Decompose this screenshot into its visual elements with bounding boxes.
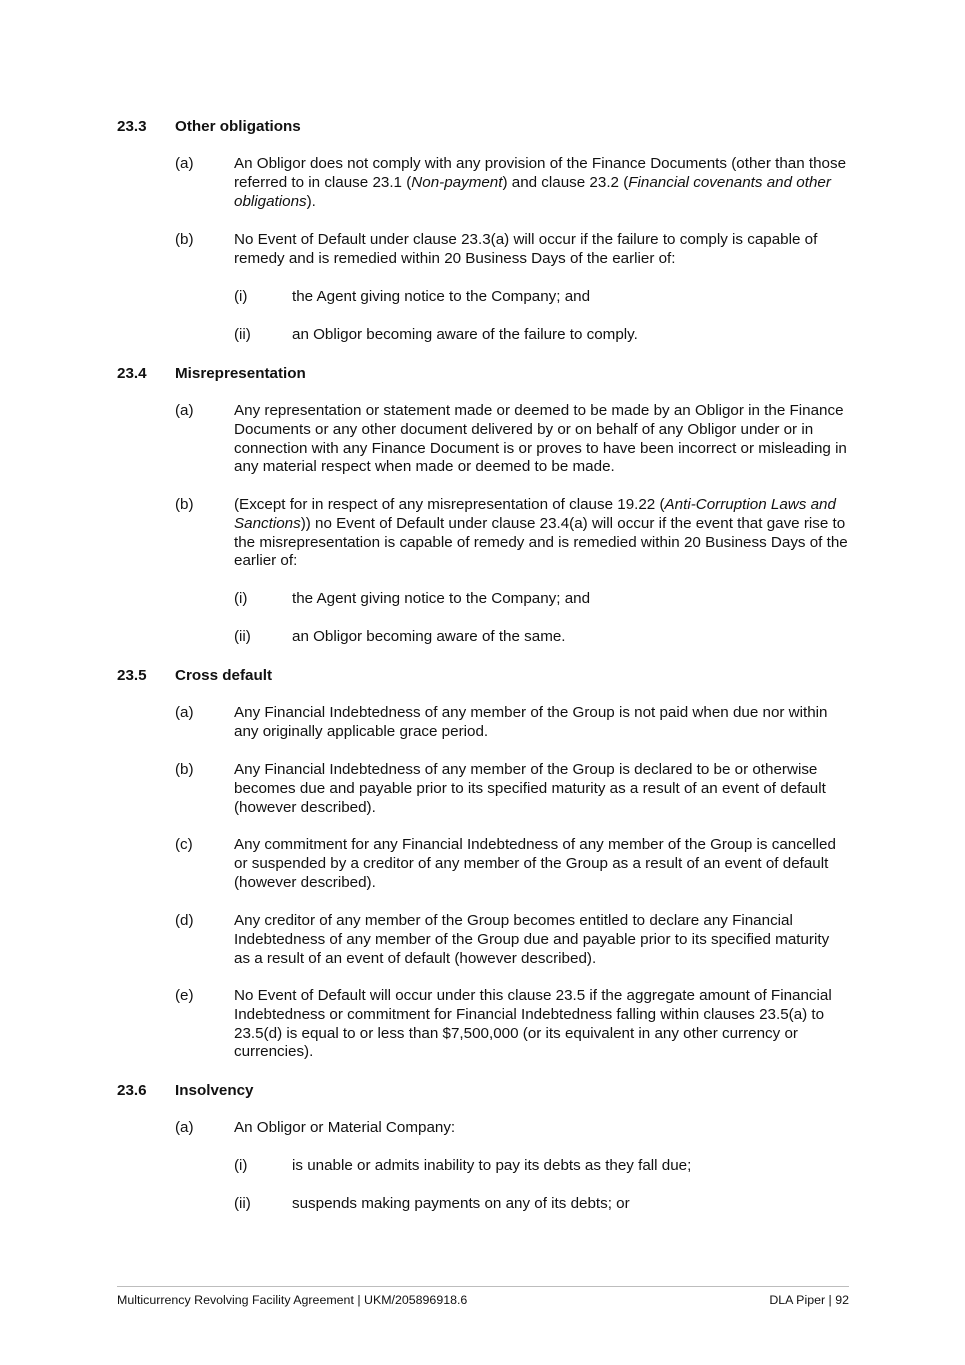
clause-text: Any Financial Indebtedness of any member of the Group is declared to be or otherwise becomes due and payable prior to its specified maturity as a result of an event of default (however described).	[234, 761, 826, 816]
clause-text: No Event of Default under clause 23.3(a) will occur if the failure to comply is capable of remedy and is remedied within 20 Business Days of the earlier of:	[234, 231, 818, 267]
clause-label: (b)	[175, 496, 194, 513]
clause-text: Any Financial Indebtedness of any member of the Group is not paid when due nor within any originally applicable grace period.	[234, 704, 828, 740]
subclause-text: an Obligor becoming aware of the failure to comply.	[292, 326, 638, 343]
clause-label: (b)	[175, 231, 194, 248]
clause-text: Any creditor of any member of the Group becomes entitled to declare any Financial Indebtedness of any member of the Group due and payable prior to its specified maturity as a result of an event of default (however described).	[234, 912, 830, 967]
clause-text: An Obligor or Material Company:	[234, 1119, 456, 1136]
footer-document-reference: Multicurrency Revolving Facility Agreement | UKM/205896918.6	[117, 1293, 468, 1307]
subclause-text: suspends making payments on any of its debts; or	[292, 1195, 630, 1212]
subclause-label: (ii)	[234, 1195, 251, 1212]
clause-label: (a)	[175, 704, 194, 721]
footer-page-number: DLA Piper | 92	[769, 1293, 849, 1307]
subclause-label: (i)	[234, 590, 248, 607]
section-heading	[117, 364, 306, 383]
footer-divider	[117, 1286, 849, 1287]
clause-text: No Event of Default will occur under this clause 23.5 if the aggregate amount of Financial Indebtedness or commitment for Financial Indebtedness falling within clauses 23.5(a) to 23.5(d) is equal to or less than $7,500,000 (or its equivalent in any other currency or currencies).	[234, 987, 832, 1061]
subclause-text: an Obligor becoming aware of the same.	[292, 628, 566, 645]
section-heading	[117, 1081, 254, 1100]
subclause-label: (i)	[234, 288, 248, 305]
subclause-label: (ii)	[234, 326, 251, 343]
subclause-text: the Agent giving notice to the Company; and	[292, 288, 591, 305]
subclause-label: (i)	[234, 1157, 248, 1174]
section-title: Insolvency	[175, 1082, 254, 1099]
section-heading	[117, 117, 301, 136]
clause-label: (a)	[175, 155, 194, 172]
clause-text: Any commitment for any Financial Indebtedness of any member of the Group is cancelled or suspended by a creditor of any member of the Group as a result of an event of default (however described).	[234, 836, 836, 891]
subclause-text: the Agent giving notice to the Company; and	[292, 590, 591, 607]
section-title: Other obligations	[175, 118, 301, 135]
subclause-label: (ii)	[234, 628, 251, 645]
clause-label: (b)	[175, 761, 194, 778]
section-heading	[117, 666, 272, 685]
section-number: 23.6	[117, 1082, 147, 1099]
subclause-text: is unable or admits inability to pay its debts as they fall due;	[292, 1157, 692, 1174]
clause-label: (a)	[175, 402, 194, 419]
clause-text: (Except for in respect of any misrepresentation of clause 19.22 (Anti-Corruption Laws and Sanctions)) no Event of Default under clause 23.4(a) will occur if the event that gave rise to the misrepresentation is capable of remedy and is remedied within 20 Business Days of the earlier of:	[234, 496, 848, 570]
section-title: Cross default	[175, 667, 273, 684]
clause-label: (d)	[175, 912, 194, 929]
clause-label: (e)	[175, 987, 194, 1004]
clause-text: An Obligor does not comply with any provision of the Finance Documents (other than those referred to in clause 23.1 (Non-payment) and clause 23.2 (Financial covenants and other obligations).	[234, 155, 847, 210]
section-title: Misrepresentation	[175, 365, 306, 382]
clause-text: Any representation or statement made or deemed to be made by an Obligor in the Finance Documents or any other document delivered by or on behalf of any Obligor under or in connection with any Finance Document is or proves to have been incorrect or misleading in any material respect when made or deemed to be made.	[234, 402, 847, 476]
section-number: 23.4	[117, 365, 147, 382]
section-number: 23.3	[117, 118, 147, 135]
clause-label: (c)	[175, 836, 193, 853]
clause-label: (a)	[175, 1119, 194, 1136]
section-number: 23.5	[117, 667, 147, 684]
